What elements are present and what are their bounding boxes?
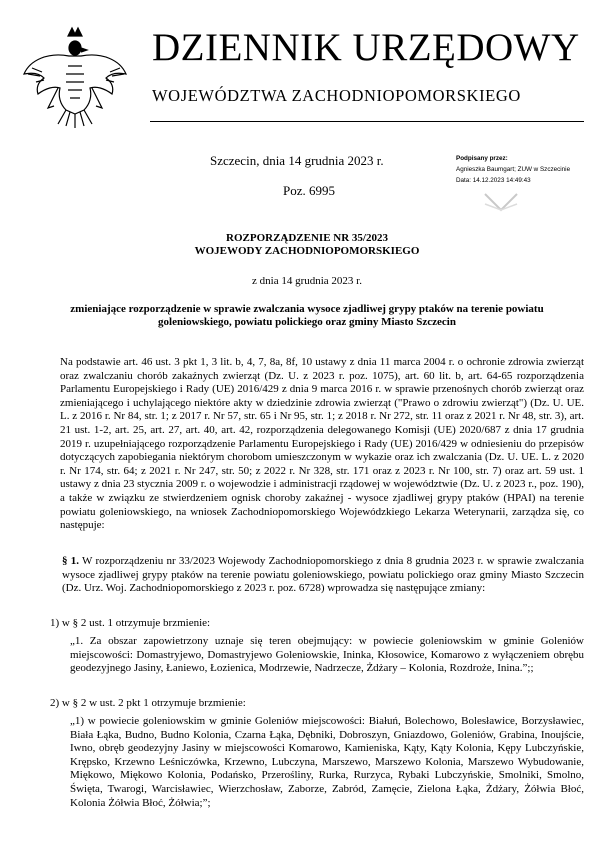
signature-date: Data: 14.12.2023 14:49:43 bbox=[456, 177, 531, 184]
journal-title: DZIENNIK URZĘDOWY bbox=[152, 26, 580, 69]
item-2-intro: 2) w § 2 w ust. 2 pkt 1 otrzymuje brzmienie: bbox=[50, 697, 246, 709]
electronic-signature[interactable] bbox=[456, 153, 612, 186]
section-1 bbox=[62, 555, 584, 596]
signature-signer: Agnieszka Baumgart; ZUW w Szczecinie bbox=[456, 166, 571, 173]
item-1-quote: „1. Za obszar zapowietrzony uznaje się teren obejmujący: w powiecie goleniowskim w gminie Goleniów miejscowości: Domastryjewo, Domastryjewo Goleniowskie, Ininka, Kłosowice, Komarowo z wyłączeniem obrębu geodezyjnego Jasiny, Łaniewo, Łozienica, Modrzewie, Nadrzecze, Żdżary – Kolonia, Rozdroże, Inina.”;; bbox=[70, 635, 584, 675]
section-1-text: W rozporządzeniu nr 33/2023 Wojewody Zachodniopomorskiego z dnia 8 grudnia 2023 r. w sprawie zwalczania wysoce zjadliwej grypy ptaków na terenie powiatu goleniowskiego, powiatu polickiego oraz gminy Miasto Szczecin (Dz. Urz. Woj. Zachodniopomorskiego z 2023 r. poz. 6728) wprowadza się następujące zmiany: bbox=[62, 555, 585, 595]
position-number: Poz. 6995 bbox=[283, 183, 335, 198]
signature-check-icon bbox=[481, 190, 521, 214]
header-divider bbox=[150, 121, 584, 122]
regulation-date: z dnia 14 grudnia 2023 r. bbox=[252, 275, 362, 287]
regulation-subject: zmieniające rozporządzenie w sprawie zwalczania wysoce zjadliwej grypy ptaków na terenie powiatu goleniowskiego, powiatu polickiego oraz gminy Miasto Szczecin bbox=[70, 303, 544, 328]
item-2-quote: „1) w powiecie goleniowskim w gminie Goleniów miejscowości: Białuń, Bolechowo, Bolesławice, Borzysławiec, Biała Łąka, Budno, Budno Kolonia, Czarna Łąka, Dębniki, Dobroszyn, Gniazdowo, Goleniów, Grabina, Inoujście, Iwno, obręb geodezyjny Jasiny w miejscowości Komarowo, Kamieniska, Kąty, Kąty Kolonia, Kępy Lubczyńskie, Krępsko, Krzewno Leśniczówka, Krzewno, Lubczyna, Marszewo, Marszewo Kolonia, Marszewo Wybudowanie, Miękowo, Miękowo Kolonia, Podańsko, Przerośliny, Rurka, Rurzyca, Rybaki Lubczyńskie, Smolniki, Smolno, Święta, Twarogi, Warcisławiec, Wierzchosław, Zaborze, Zabród, Zamęcie, Zielona Łąka, Żdżary, Żółwia Błoć, Kolonia Żółwia Błoć, Żółwia;”; bbox=[70, 715, 584, 809]
eagle-emblem-icon bbox=[8, 22, 143, 134]
regulation-heading: ROZPORZĄDZENIE NR 35/2023 bbox=[226, 232, 388, 244]
journal-subtitle: WOJEWÓDZTWA ZACHODNIOPOMORSKIEGO bbox=[152, 86, 521, 105]
legal-basis-paragraph: Na podstawie art. 46 ust. 3 pkt 1, 3 lit. b, 4, 7, 8a, 8f, 10 ustawy z dnia 11 marca 2004 r. o ochronie zdrowia zwierząt oraz zwalczaniu chorób zakaźnych zwierząt (Dz. U. z 2023 r. poz. 1075), art. 60 lit. b, art. 64-65 rozporządzenia Parlamentu Europejskiego i Rady (UE) 2016/429 z dnia 9 marca 2016 r. w sprawie przenośnych chorób zwierząt oraz zmieniającego i uchylającego niektóre akty w dziedzinie zdrowia zwierząt ("Prawo o zdrowiu zwierząt") (Dz. U. UE. L. z 2016 r. Nr 84, str. 1; z 2017 r. Nr 57, str. 65 i Nr 95, str. 1; z 2018 r. Nr 272, str. 11 oraz z 2021 r. Nr 48, str. 3), art. 21 ust. 1-2, art. 25, art. 27, art. 40, art. 42, rozporządzenia delegowanego Komisji (UE) 2020/687 z dnia 17 grudnia 2019 r. uzupełniającego rozporządzenie Parlamentu Europejskiego i Rady (UE) 2016/429 w odniesieniu do przepisów dotyczących zapobiegania niektórym chorobom umieszczonym w wykazie oraz ich zwalczania (Dz. U. UE. L. z 2020 r. Nr 174, str. 64; z 2021 r. Nr 247, str. 50; z 2022 r. Nr 328, str. 171 oraz z 2023 r. Nr 100, str. 7) oraz art. 59 ust. 1 ustawy z dnia 23 stycznia 2009 r. o wojewodzie i administracji rządowej w województwie (Dz. U. z 2023 r., poz. 190), a także w związku ze stwierdzeniem ognisk choroby zakaźnej - wysoce zjadliwej grypy ptaków (HPAI) na terenie powiatu goleniowskiego, na wniosek Zachodniopomorskiego Wojewódzkiego Lekarza Weterynarii, zarządza się, co następuje: bbox=[60, 356, 584, 532]
section-1-mark: § 1. bbox=[62, 555, 79, 567]
signature-label: Podpisany przez: bbox=[456, 155, 508, 162]
regulation-issuer: WOJEWODY ZACHODNIOPOMORSKIEGO bbox=[194, 245, 420, 257]
place-date: Szczecin, dnia 14 grudnia 2023 r. bbox=[210, 153, 384, 168]
item-1-intro: 1) w § 2 ust. 1 otrzymuje brzmienie: bbox=[50, 617, 211, 629]
